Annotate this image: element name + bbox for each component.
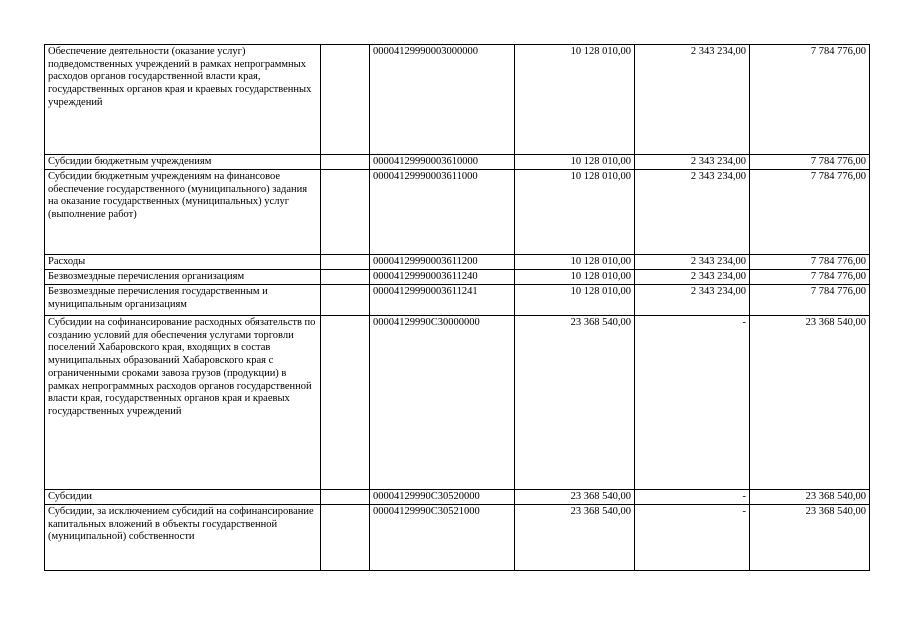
row-value-2: 2 343 234,00	[635, 285, 750, 316]
row-value-2: 2 343 234,00	[635, 155, 750, 170]
table-row	[45, 45, 870, 155]
row-value-2: 2 343 234,00	[635, 270, 750, 285]
row-value-2: 2 343 234,00	[635, 45, 750, 155]
row-value-3: 23 368 540,00	[750, 490, 870, 505]
row-code: 00004129990003611000	[370, 170, 515, 255]
row-value-1: 23 368 540,00	[515, 316, 635, 490]
row-empty-cell	[321, 45, 370, 155]
row-value-2: -	[635, 316, 750, 490]
row-empty-cell	[321, 285, 370, 316]
row-name: Субсидии на софинансирование расходных обязательств по созданию условий для обеспечения услугами торговли поселений Хабаровского края, входящих в состав муниципальных образований Хабаровского края с ограниченными сроками завоза грузов (продукции) в рамках непрограммных расходов органов государственной власти края, государственных органов края и краевых государственных учреждений	[45, 316, 321, 490]
row-value-3: 23 368 540,00	[750, 316, 870, 490]
row-code: 00004129990003611200	[370, 255, 515, 270]
row-value-1: 10 128 010,00	[515, 270, 635, 285]
row-code: 00004129990003000000	[370, 45, 515, 155]
row-code: 00004129990003611240	[370, 270, 515, 285]
row-empty-cell	[321, 316, 370, 490]
row-value-3: 7 784 776,00	[750, 155, 870, 170]
row-empty-cell	[321, 170, 370, 255]
table-row	[45, 155, 870, 170]
table-row	[45, 316, 870, 490]
table-row	[45, 490, 870, 505]
row-name: Обеспечение деятельности (оказание услуг) подведомственных учреждений в рамках непрограммных расходов органов государственной власти края, государственных органов края и краевых государственных учреждений	[45, 45, 321, 155]
row-value-2: -	[635, 505, 750, 571]
row-name: Субсидии, за исключением субсидий на софинансирование капитальных вложений в объекты государственной (муниципальной) собственности	[45, 505, 321, 571]
row-value-2: 2 343 234,00	[635, 170, 750, 255]
row-value-1: 23 368 540,00	[515, 505, 635, 571]
row-code: 00004129990003611241	[370, 285, 515, 316]
row-name: Расходы	[45, 255, 321, 270]
row-value-3: 7 784 776,00	[750, 45, 870, 155]
row-code: 00004129990C30520000	[370, 490, 515, 505]
budget-table	[44, 44, 870, 571]
table-row	[45, 170, 870, 255]
table-row	[45, 285, 870, 316]
row-code: 00004129990003610000	[370, 155, 515, 170]
row-value-1: 10 128 010,00	[515, 170, 635, 255]
row-value-1: 10 128 010,00	[515, 285, 635, 316]
row-value-2: -	[635, 490, 750, 505]
table-row	[45, 270, 870, 285]
row-empty-cell	[321, 155, 370, 170]
row-name: Субсидии бюджетным учреждениям на финансовое обеспечение государственного (муниципального) задания на оказание государственных (муниципальных) услуг (выполнение работ)	[45, 170, 321, 255]
row-code: 00004129990C30000000	[370, 316, 515, 490]
row-empty-cell	[321, 505, 370, 571]
row-name: Безвозмездные перечисления государственным и муниципальным организациям	[45, 285, 321, 316]
row-empty-cell	[321, 255, 370, 270]
row-name: Безвозмездные перечисления организациям	[45, 270, 321, 285]
row-empty-cell	[321, 270, 370, 285]
row-value-1: 10 128 010,00	[515, 155, 635, 170]
row-value-3: 7 784 776,00	[750, 270, 870, 285]
row-empty-cell	[321, 490, 370, 505]
row-value-3: 7 784 776,00	[750, 170, 870, 255]
row-name: Субсидии	[45, 490, 321, 505]
row-value-2: 2 343 234,00	[635, 255, 750, 270]
row-value-3: 23 368 540,00	[750, 505, 870, 571]
table-row	[45, 505, 870, 571]
row-value-1: 10 128 010,00	[515, 45, 635, 155]
row-value-1: 10 128 010,00	[515, 255, 635, 270]
row-value-3: 7 784 776,00	[750, 285, 870, 316]
table-row	[45, 255, 870, 270]
row-value-3: 7 784 776,00	[750, 255, 870, 270]
row-name: Субсидии бюджетным учреждениям	[45, 155, 321, 170]
row-code: 00004129990C30521000	[370, 505, 515, 571]
row-value-1: 23 368 540,00	[515, 490, 635, 505]
